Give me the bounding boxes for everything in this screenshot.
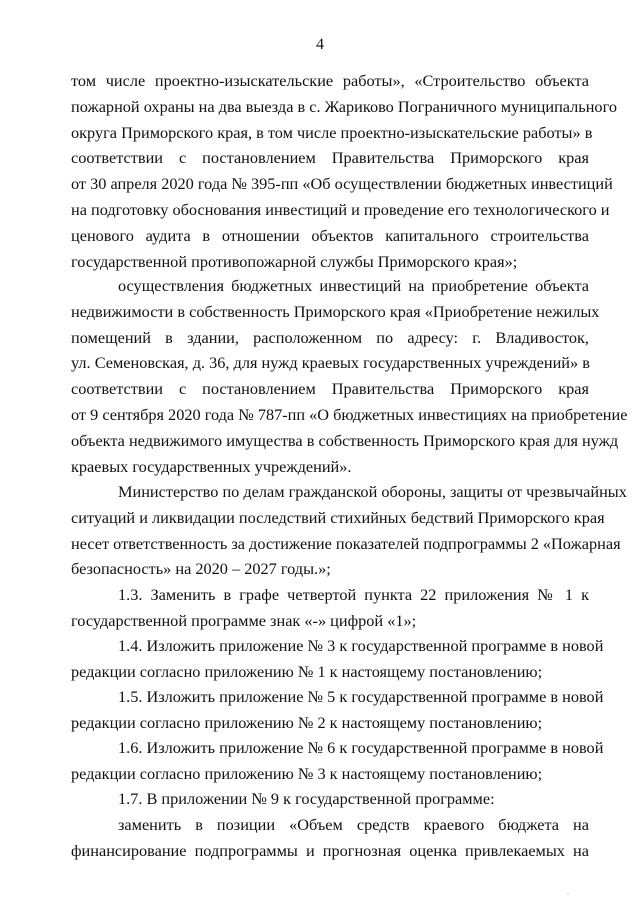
text-line: объекта недвижимого имущества в собственность Приморского края для нужд: [71, 430, 619, 450]
text-line: государственной программе знак «-» цифрой «1»;: [71, 610, 417, 630]
page-number: 4: [316, 36, 324, 53]
text-line: безопасность» на 2020 – 2027 годы.»;: [71, 559, 331, 579]
text-line: 1.7. В приложении № 9 к государственной программе:: [118, 789, 495, 808]
text-line: редакции согласно приложению № 3 к настоящему постановлению;: [71, 763, 543, 783]
text-line: от 30 апреля 2020 года № 395-пп «Об осуществлении бюджетных инвестиций: [71, 174, 613, 194]
paragraph-4: [71, 582, 589, 634]
text-line: на подготовку обоснования инвестиций и проведение его технологического и: [71, 199, 610, 219]
text-line: редакции согласно приложению № 2 к настоящему постановлению;: [71, 712, 543, 732]
text-line: соответствии с постановлением Правительства Приморского края: [71, 379, 589, 399]
paragraph-5: [71, 633, 604, 685]
text-line: ценового аудита в отношении объектов капитального строительства: [71, 225, 589, 245]
text-line: заменить в позиции «Объем средств краевого бюджета на: [118, 815, 589, 834]
text-line: краевых государственных учреждений».: [71, 456, 352, 476]
paragraph-7: [71, 735, 604, 787]
text-line: редакции согласно приложению № 1 к настоящему постановлению;: [71, 661, 543, 681]
paragraph-8: [71, 786, 589, 812]
text-line: 1.6. Изложить приложение № 6 к государственной программе в новой: [118, 738, 604, 757]
text-line: несет ответственность за достижение показателей подпрограммы 2 «Пожарная: [71, 533, 621, 553]
text-line: финансирование подпрограммы и прогнозная оценка привлекаемых на: [71, 840, 589, 860]
text-line: осуществления бюджетных инвестиций на приобретение объекта: [118, 276, 589, 295]
paragraph-1: [71, 68, 617, 274]
text-line: округа Приморского края, в том числе проектно-изыскательские работы» в: [71, 122, 593, 142]
text-line: недвижимости в собственность Приморского края «Приобретение нежилых: [71, 301, 600, 321]
text-line: государственной противопожарной службы Приморского края»;: [71, 251, 518, 271]
paragraph-3: [71, 479, 627, 582]
paragraph-9: [71, 812, 589, 864]
text-line: Министерство по делам гражданской обороны, защиты от чрезвычайных: [118, 482, 627, 501]
text-line: ситуаций и ликвидации последствий стихийных бедствий Приморского края: [71, 507, 605, 527]
text-line: помещений в здании, расположенном по адресу: г. Владивосток,: [71, 327, 589, 347]
text-line: от 9 сентября 2020 года № 787-пп «О бюджетных инвестициях на приобретение: [71, 404, 628, 424]
text-line: 1.5. Изложить приложение № 5 к государственной программе в новой: [118, 687, 604, 706]
text-line: ул. Семеновская, д. 36, для нужд краевых государственных учреждений» в: [71, 353, 590, 373]
text-line: пожарной охраны на два выезда в с. Жариково Пограничного муниципального: [71, 96, 617, 116]
paragraph-6: [71, 684, 604, 736]
text-line: 1.4. Изложить приложение № 3 к государственной программе в новой: [118, 636, 604, 655]
corner-mark: .: [567, 887, 569, 896]
text-line: том числе проектно-изыскательские работы», «Строительство объекта: [71, 71, 589, 90]
text-line: соответствии с постановлением Правительства Приморского края: [71, 148, 589, 168]
paragraph-2: [71, 273, 628, 479]
text-line: 1.3. Заменить в графе четвертой пункта 22 приложения № 1 к: [118, 585, 589, 604]
